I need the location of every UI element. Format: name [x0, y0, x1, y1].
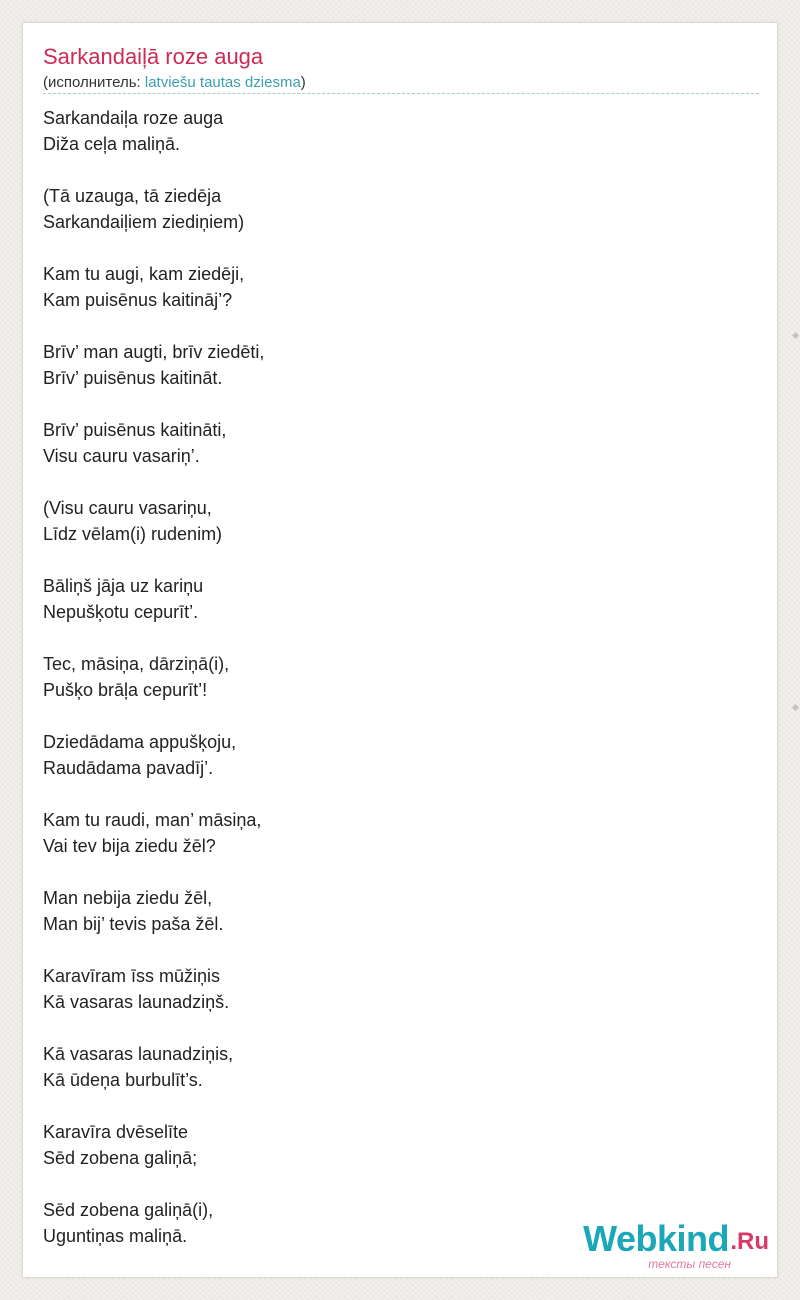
lyrics-line: Sēd zobena galiņā(i),: [43, 1200, 214, 1220]
artist-link[interactable]: latviešu tautas dziesma: [144, 74, 301, 91]
lyrics-line: Kam tu augi, kam ziedēji,: [43, 264, 245, 284]
lyrics-stanza: [43, 1119, 743, 1171]
lyrics-line: (Visu cauru vasariņu,: [43, 498, 212, 518]
lyrics-stanza: [43, 885, 743, 937]
artist-prefix: (исполнитель:: [43, 74, 145, 91]
lyrics-line: Uguntiņas maliņā.: [43, 1226, 188, 1246]
lyrics-line: Visu cauru vasariņ’.: [43, 446, 200, 466]
title-divider: [43, 93, 759, 94]
lyrics-line: Vai tev bija ziedu žēl?: [43, 836, 216, 856]
logo-name: Webkind: [583, 1218, 729, 1259]
artist-suffix: ): [300, 74, 306, 91]
lyrics-stanza: [43, 183, 743, 235]
lyrics-line: Pušķo brāļa cepurīt’!: [43, 680, 208, 700]
lyrics-line: Man nebija ziedu žēl,: [43, 888, 213, 908]
lyrics-line: Raudādama pavadīj’.: [43, 758, 214, 778]
logo-tld: .Ru: [730, 1228, 769, 1255]
page-edge-mark: [792, 704, 799, 711]
page-edge-mark: [792, 332, 799, 339]
lyrics-line: Sarkandaiļa roze auga: [43, 108, 224, 128]
logo-tagline: тексты песен: [648, 1257, 731, 1271]
lyrics-line: Man bij’ tevis paša žēl.: [43, 914, 224, 934]
lyrics-stanza: [43, 651, 743, 703]
song-title: Sarkandaiļā roze auga: [43, 44, 264, 69]
webkind-logo[interactable]: [569, 1219, 769, 1271]
lyrics-line: Brīv’ puisēnus kaitināt.: [43, 368, 223, 388]
artist-line: [43, 74, 306, 92]
lyrics-stanza: [43, 807, 743, 859]
lyrics-line: Diža ceļa maliņā.: [43, 134, 181, 154]
lyrics-line: Brīv’ man augti, brīv ziedēti,: [43, 342, 265, 362]
lyrics-line: Tec, māsiņa, dārziņā(i),: [43, 654, 230, 674]
lyrics-line: Karavīram īss mūžiņis: [43, 966, 221, 986]
lyrics-stanza: [43, 417, 743, 469]
lyrics-line: Kam tu raudi, man’ māsiņa,: [43, 810, 262, 830]
lyrics-line: Līdz vēlam(i) rudenim): [43, 524, 223, 544]
lyrics-stanza: [43, 261, 743, 313]
lyrics-stanza: [43, 729, 743, 781]
lyrics-line: Kā ūdeņa burbulīt’s.: [43, 1070, 203, 1090]
lyrics-line: Sarkandaiļiem ziediņiem): [43, 212, 245, 232]
lyrics-card: [22, 22, 778, 1278]
lyrics-line: Kā vasaras launadziņis,: [43, 1044, 234, 1064]
lyrics-line: Kā vasaras launadziņš.: [43, 992, 230, 1012]
lyrics-stanza: [43, 495, 743, 547]
lyrics-line: Brīv’ puisēnus kaitināti,: [43, 420, 227, 440]
lyrics-stanza: [43, 339, 743, 391]
lyrics-line: Karavīra dvēselīte: [43, 1122, 189, 1142]
lyrics-stanza: [43, 105, 743, 157]
lyrics-line: Dziedādama appušķoju,: [43, 732, 237, 752]
lyrics-line: Bāliņš jāja uz kariņu: [43, 576, 204, 596]
lyrics-line: (Tā uzauga, tā ziedēja: [43, 186, 222, 206]
lyrics-line: Sēd zobena galiņā;: [43, 1148, 198, 1168]
lyrics-stanza: [43, 963, 743, 1015]
lyrics-body: [43, 105, 743, 1275]
lyrics-stanza: [43, 573, 743, 625]
lyrics-line: Kam puisēnus kaitināj’?: [43, 290, 233, 310]
lyrics-stanza: [43, 1041, 743, 1093]
lyrics-line: Nepušķotu cepurīt’.: [43, 602, 199, 622]
